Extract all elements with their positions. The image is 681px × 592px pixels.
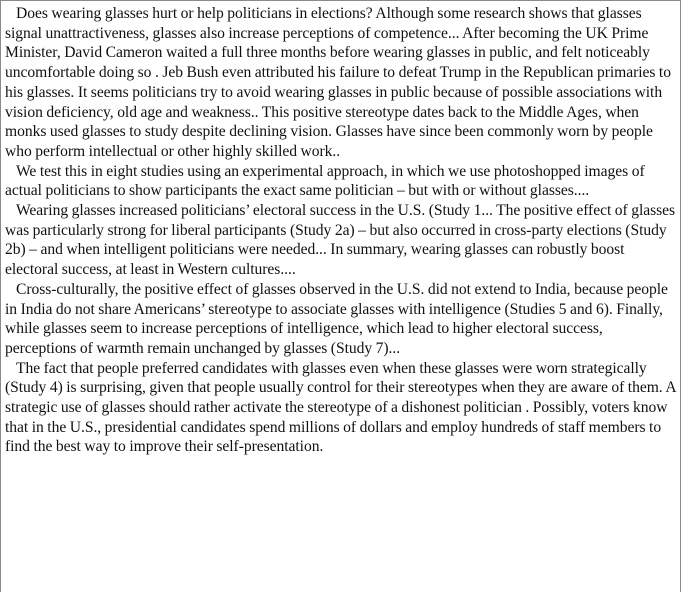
paragraph-us-results: Wearing glasses increased politicians’ electoral success in the U.S. (Study 1... The positive effect of glasses was particularly strong for liberal participants (Study 2a) – but also occurred in cross-party elections (Study 2b) – and when intelligent politicians were needed... In summary, wearing glasses can robustly boost electoral success, at least in Western cultures.... xyxy=(5,202,676,279)
paragraph-method: We test this in eight studies using an experimental approach, in which we use photoshopped images of actual politicians to show participants the exact same politician – but with or without glasses.... xyxy=(5,162,645,200)
paragraph-intro: Does wearing glasses hurt or help politicians in elections? Although some research shows that glasses signal unattractiveness, glasses also increase perceptions of competence... After becoming the UK Prime Minister, David Cameron waited a full three months before wearing glasses in public, and felt noticeably uncomfortable doing so . Jeb Bush even attributed his failure to defeat Trump in the Republican primaries to his glasses. It seems politicians try to avoid wearing glasses in public because of possible associations with vision deficiency, old age and weakness.. This positive stereotype dates back to the Middle Ages, when monks used glasses to study despite declining vision. Glasses have since been commonly worn by people who perform intellectual or other highly skilled work.. xyxy=(5,5,671,160)
paragraph-discussion: The fact that people preferred candidates with glasses even when these glasses were worn strategically (Study 4) is surprising, given that people usually control for their stereotypes when they are aware of them. A strategic use of glasses should rather activate the stereotype of a dishonest politician . Possibly, voters know that in the U.S., presidential candidates spend millions of dollars and employ hundreds of staff members to find the best way to improve their self-presentation. xyxy=(5,359,676,456)
paragraph-cross-cultural: Cross-culturally, the positive effect of glasses observed in the U.S. did not extend to India, because people in India do not share Americans’ stereotype to associate glasses with intelligence (Studies 5 and 6). Finally, while glasses seem to increase perceptions of intelligence, which lead to higher electoral success, perceptions of warmth remain unchanged by glasses (Study 7)... xyxy=(5,280,668,357)
